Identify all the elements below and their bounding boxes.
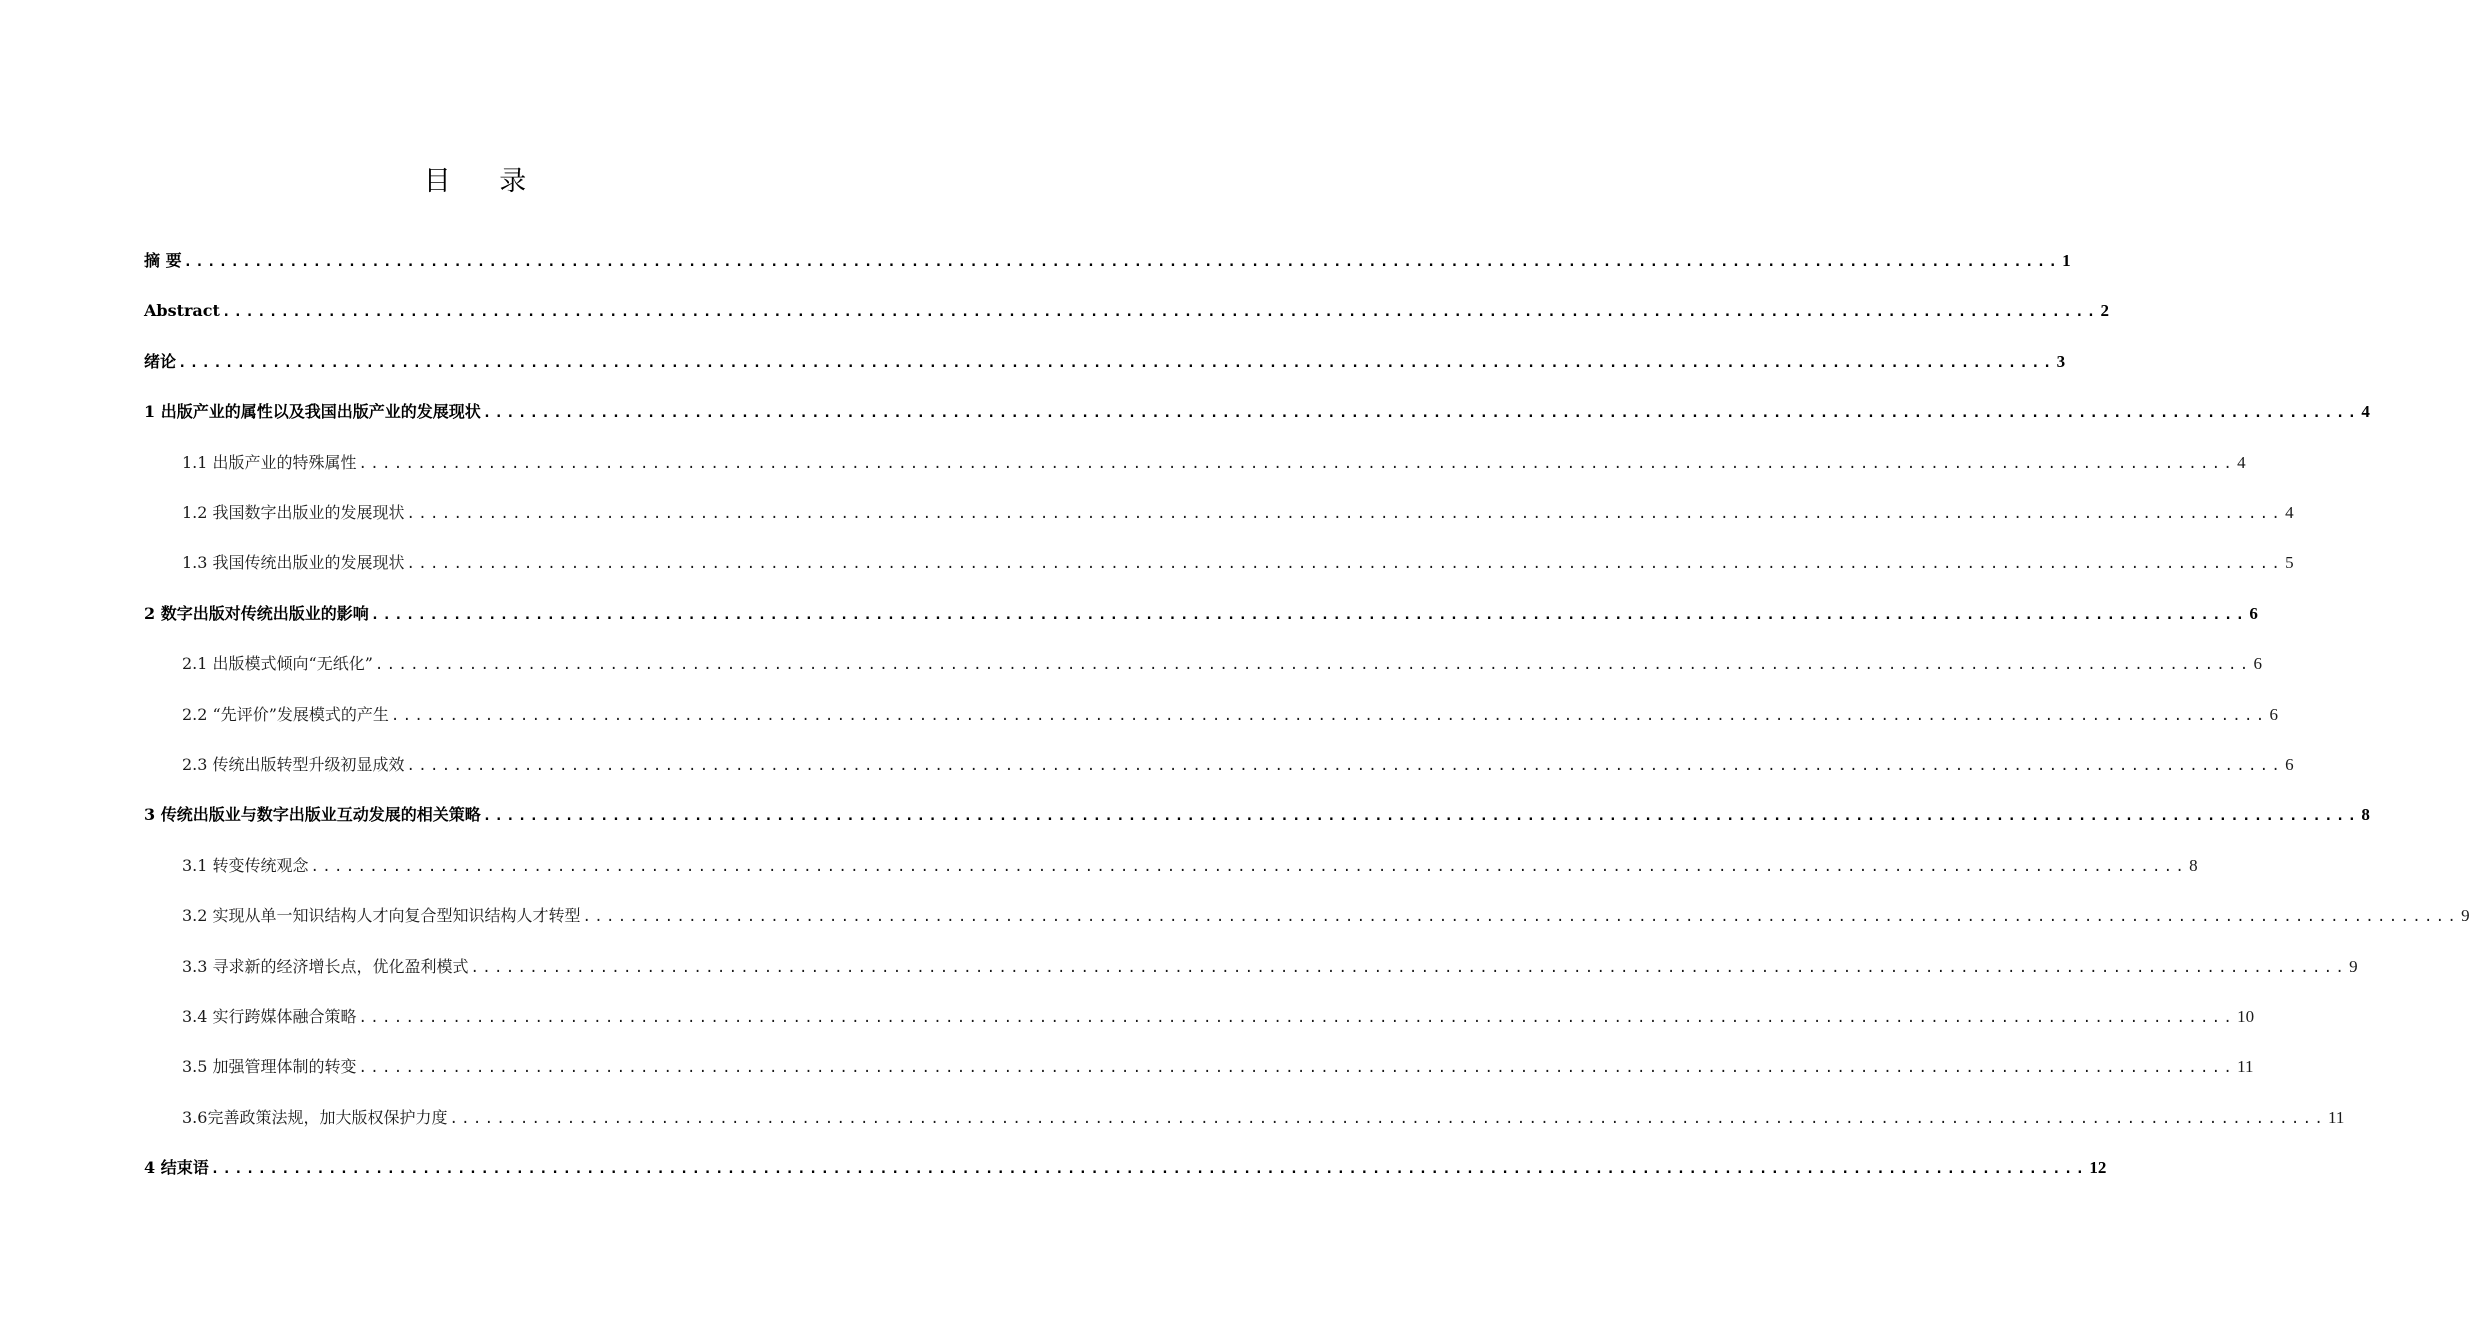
toc-dot-leader: ................................................................................................................................................................ xyxy=(183,254,2061,270)
toc-dot-leader: ................................................................................................................................................................ xyxy=(406,758,2284,774)
toc-page-number: 2 xyxy=(2100,301,2110,320)
toc-dot-leader: ................................................................................................................................................................ xyxy=(470,960,2348,976)
toc-page-number: 9 xyxy=(2461,906,2470,925)
toc-entry-label: 3.4 实行跨媒体融合策略 xyxy=(182,1007,357,1026)
toc-page-number: 4 xyxy=(2285,503,2294,522)
toc-dot-leader: ................................................................................................................................................................ xyxy=(406,506,2284,522)
toc-dot-leader: ................................................................................................................................................................ xyxy=(358,456,2236,472)
toc-entry[interactable] xyxy=(144,350,2066,374)
toc-entry[interactable] xyxy=(144,602,2258,626)
toc-entry[interactable] xyxy=(182,1005,2255,1029)
toc-page-number: 12 xyxy=(2089,1158,2107,1177)
toc-entry[interactable] xyxy=(182,854,2198,878)
toc-dot-leader: ................................................................................................................................................................ xyxy=(178,355,2055,371)
toc-entry-label: 3.5 加强管理体制的转变 xyxy=(182,1057,357,1076)
toc-page-number: 11 xyxy=(2237,1057,2254,1076)
toc-page-number: 8 xyxy=(2361,805,2370,824)
toc-entry[interactable] xyxy=(144,249,2071,273)
toc-entry-label: 2 数字出版对传统出版业的影响 xyxy=(144,604,369,623)
toc-entry[interactable] xyxy=(144,803,2370,827)
toc-dot-leader: ................................................................................................................................................................ xyxy=(370,607,2248,623)
toc-entry-label: 3.6完善政策法规，加大版权保护力度 xyxy=(182,1108,448,1127)
toc-entry-label: 3.1 转变传统观念 xyxy=(182,856,309,875)
toc-entry-label: 1.2 我国数字出版业的发展现状 xyxy=(182,503,405,522)
toc-page-number: 6 xyxy=(2269,705,2278,724)
toc-entry[interactable] xyxy=(144,299,2110,323)
toc-entry-label: 2.1 出版模式倾向“无纸化” xyxy=(182,654,373,673)
toc-page-number: 4 xyxy=(2361,402,2370,421)
toc-entry[interactable] xyxy=(182,955,2358,979)
toc-dot-leader: ................................................................................................................................................................ xyxy=(221,304,2099,320)
toc-entry-label: 1.1 出版产业的特殊属性 xyxy=(182,453,357,472)
toc-dot-leader: ................................................................................................................................................................ xyxy=(210,1161,2088,1177)
toc-dot-leader: ................................................................................................................................................................ xyxy=(482,405,2360,421)
toc-entry-label: 摘 要 xyxy=(144,251,182,270)
toc-dot-leader: ................................................................................................................................................................ xyxy=(482,808,2360,824)
page-title: 目 录 xyxy=(423,166,547,198)
toc-entry[interactable] xyxy=(182,904,2470,928)
toc-entry-label: 2.2 “先评价”发展模式的产生 xyxy=(182,705,389,724)
toc-page-number: 5 xyxy=(2285,553,2294,572)
toc-entry[interactable] xyxy=(182,451,2246,475)
toc-entry[interactable] xyxy=(182,652,2262,676)
toc-entry[interactable] xyxy=(182,753,2294,777)
toc-entry-label: 3 传统出版业与数字出版业互动发展的相关策略 xyxy=(144,805,481,824)
toc-entry[interactable] xyxy=(182,501,2294,525)
toc-entry[interactable] xyxy=(182,1106,2345,1130)
toc-entry-label: 1 出版产业的属性以及我国出版产业的发展现状 xyxy=(144,402,481,421)
toc-entry-label: 1.3 我国传统出版业的发展现状 xyxy=(182,553,405,572)
toc-entry-label: 3.3 寻求新的经济增长点，优化盈利模式 xyxy=(182,957,469,976)
toc-dot-leader: ................................................................................................................................................................ xyxy=(310,859,2188,875)
toc-entry-label: 4 结束语 xyxy=(144,1158,209,1177)
toc-dot-leader: ................................................................................................................................................................ xyxy=(358,1010,2236,1026)
toc-dot-leader: ................................................................................................................................................................ xyxy=(390,708,2268,724)
toc-entry-label: 3.2 实现从单一知识结构人才向复合型知识结构人才转型 xyxy=(182,906,581,925)
toc-entry[interactable] xyxy=(182,703,2278,727)
toc-dot-leader: ................................................................................................................................................................ xyxy=(358,1060,2236,1076)
toc-dot-leader: ................................................................................................................................................................ xyxy=(374,657,2252,673)
toc-entry-label: 2.3 传统出版转型升级初显成效 xyxy=(182,755,405,774)
toc-page-number: 6 xyxy=(2253,654,2262,673)
toc-dot-leader: ................................................................................................................................................................ xyxy=(582,909,2460,925)
toc-page-number: 4 xyxy=(2237,453,2246,472)
toc-page-number: 1 xyxy=(2062,251,2071,270)
toc-entry[interactable] xyxy=(144,400,2370,424)
toc-page-number: 6 xyxy=(2285,755,2294,774)
toc-page-number: 9 xyxy=(2349,957,2358,976)
toc-entry[interactable] xyxy=(144,1156,2107,1180)
toc-page-number: 8 xyxy=(2189,856,2198,875)
toc-entry[interactable] xyxy=(182,1055,2254,1079)
toc-dot-leader: ................................................................................................................................................................ xyxy=(449,1111,2327,1127)
toc-page-number: 10 xyxy=(2237,1007,2255,1026)
toc-entry-label: 绪论 xyxy=(144,352,177,371)
toc-dot-leader: ................................................................................................................................................................ xyxy=(406,556,2284,572)
toc-page-number: 3 xyxy=(2056,352,2066,371)
toc-page-number: 6 xyxy=(2249,604,2258,623)
toc-page-number: 11 xyxy=(2328,1108,2345,1127)
toc-entry[interactable] xyxy=(182,551,2294,575)
toc-entry-label: Abstract xyxy=(144,301,220,320)
